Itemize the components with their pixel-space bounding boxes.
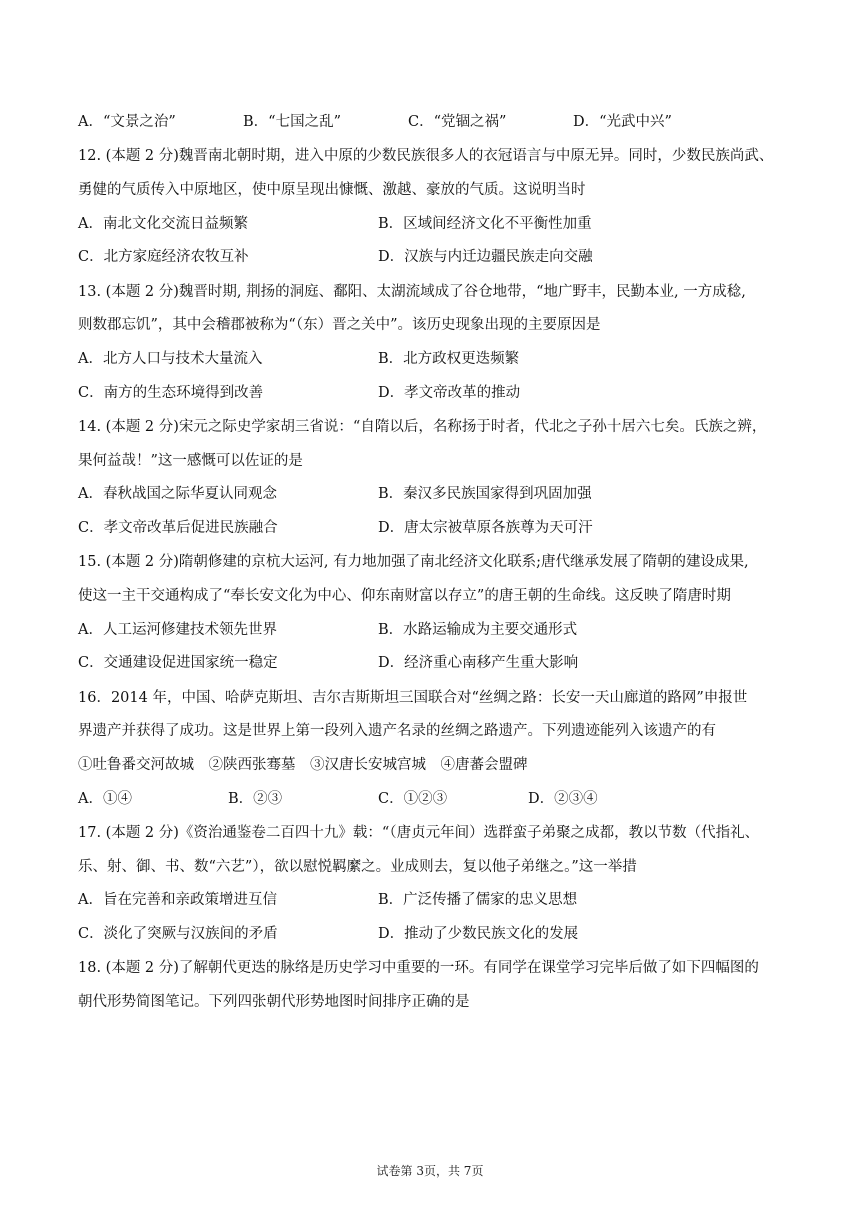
q16-options xyxy=(78,789,798,809)
q15-option-c: C．交通建设促进国家统一稳定 xyxy=(78,655,278,671)
q16-stem-line1: 16．2014 年，中国、哈萨克斯坦、吉尔吉斯斯坦三国联合对“丝绸之路：长安一天山廊道的路网”申报世 xyxy=(78,690,748,706)
q15-options-row1 xyxy=(78,620,798,640)
q11-option-b: B．“七国之乱” xyxy=(243,114,341,130)
q11-options xyxy=(78,112,798,132)
q13-option-d: D．孝文帝改革的推动 xyxy=(378,385,521,401)
q11-option-d: D．“光武中兴” xyxy=(573,114,672,130)
q15-option-d: D．经济重心南移产生重大影响 xyxy=(378,655,579,671)
q16-option-b: B．②③ xyxy=(228,791,283,807)
page-footer: 试卷第 3页，共 7页 xyxy=(376,1164,484,1178)
q14-stem-line1: 14. (本题 2 分)宋元之际史学家胡三省说：“自隋以后，名称扬于时者，代北之子孙十居六七矣。氏族之辨， xyxy=(78,419,767,435)
q17-options-row1 xyxy=(78,890,798,910)
q16-stem-line2: 界遗产并获得了成功。这是世界上第一段列入遗产名录的丝绸之路遗产。下列遗迹能列入该遗产的有 xyxy=(78,723,716,739)
q12-stem-line2: 勇健的气质传入中原地区，使中原呈现出慷慨、激越、豪放的气质。这说明当时 xyxy=(78,182,586,198)
q17-stem-line2: 乐、射、御、书、数“六艺”），欲以慰悦羁縻之。业成则去，复以他子弟继之。”这一举措 xyxy=(78,859,637,875)
q11-option-a: A．“文景之治” xyxy=(78,114,176,130)
q15-option-a: A．人工运河修建技术领先世界 xyxy=(78,622,277,638)
q17-options-row2 xyxy=(78,924,798,944)
q12-option-d: D．汉族与内迁边疆民族走向交融 xyxy=(378,249,593,265)
q13-stem-line2: 则数郡忘饥”，其中会稽郡被称为“（东）晋之关中”。该历史现象出现的主要原因是 xyxy=(78,317,601,333)
q16-option-d: D．②③④ xyxy=(528,791,598,807)
q17-stem-line1: 17. (本题 2 分)《资治通鉴卷二百四十九》载：“（唐贞元年间）选群蛮子弟聚之成都，教以节数（代指礼、 xyxy=(78,825,760,841)
q14-option-c: C．孝文帝改革后促进民族融合 xyxy=(78,520,278,536)
q16-option-c: C．①②③ xyxy=(378,791,448,807)
q14-option-a: A．春秋战国之际华夏认同观念 xyxy=(78,486,277,502)
q13-option-a: A．北方人口与技术大量流入 xyxy=(78,351,263,367)
q14-stem-line2: 果何益哉！”这一感慨可以佐证的是 xyxy=(78,453,303,469)
q14-options-row1 xyxy=(78,484,798,504)
q15-stem-line2: 使这一主干交通构成了“奉长安文化为中心、仰东南财富以存立”的唐王朝的生命线。这反映了隋唐时期 xyxy=(78,588,731,604)
q13-options-row2 xyxy=(78,383,798,403)
q12-options-row2 xyxy=(78,247,798,267)
q13-stem-line1: 13. (本题 2 分)魏晋时期, 荆扬的洞庭、鄱阳、太湖流域成了谷仓地带，“地广野丰，民勤本业, 一方成稔, xyxy=(78,284,746,300)
q12-options-row1 xyxy=(78,214,798,234)
q17-option-b: B．广泛传播了儒家的忠义思想 xyxy=(378,892,578,908)
q17-option-a: A．旨在完善和亲政策增进互信 xyxy=(78,892,277,908)
q14-options-row2 xyxy=(78,518,798,538)
q16-items: ①吐鲁番交河故城 ②陕西张骞墓 ③汉唐长安城宫城 ④唐蕃会盟碑 xyxy=(78,757,528,773)
q13-options-row1 xyxy=(78,349,798,369)
q15-stem-line1: 15. (本题 2 分)隋朝修建的京杭大运河, 有力地加强了南北经济文化联系;唐代继承发展了隋朝的建设成果, xyxy=(78,554,749,570)
q13-option-b: B．北方政权更迭频繁 xyxy=(378,351,520,367)
q17-option-c: C．淡化了突厥与汉族间的矛盾 xyxy=(78,926,278,942)
q14-option-b: B．秦汉多民族国家得到巩固加强 xyxy=(378,486,592,502)
q18-stem-line1: 18. (本题 2 分)了解朝代更迭的脉络是历史学习中重要的一环。有同学在课堂学习完毕后做了如下四幅图的 xyxy=(78,960,759,976)
q17-option-d: D．推动了少数民族文化的发展 xyxy=(378,926,579,942)
q12-option-c: C．北方家庭经济农牧互补 xyxy=(78,249,249,265)
q16-option-a: A．①④ xyxy=(78,791,132,807)
q15-option-b: B．水路运输成为主要交通形式 xyxy=(378,622,578,638)
q14-option-d: D．唐太宗被草原各族尊为天可汗 xyxy=(378,520,593,536)
q18-stem-line2: 朝代形势简图笔记。下列四张朝代形势地图时间排序正确的是 xyxy=(78,994,470,1010)
q12-stem-line1: 12. (本题 2 分)魏晋南北朝时期，进入中原的少数民族很多人的衣冠语言与中原无异。同时，少数民族尚武、 xyxy=(78,148,774,164)
q12-option-a: A．南北文化交流日益频繁 xyxy=(78,216,248,232)
q12-option-b: B．区域间经济文化不平衡性加重 xyxy=(378,216,592,232)
q11-option-c: C．“党锢之祸” xyxy=(408,114,507,130)
q15-options-row2 xyxy=(78,653,798,673)
q13-option-c: C．南方的生态环境得到改善 xyxy=(78,385,264,401)
